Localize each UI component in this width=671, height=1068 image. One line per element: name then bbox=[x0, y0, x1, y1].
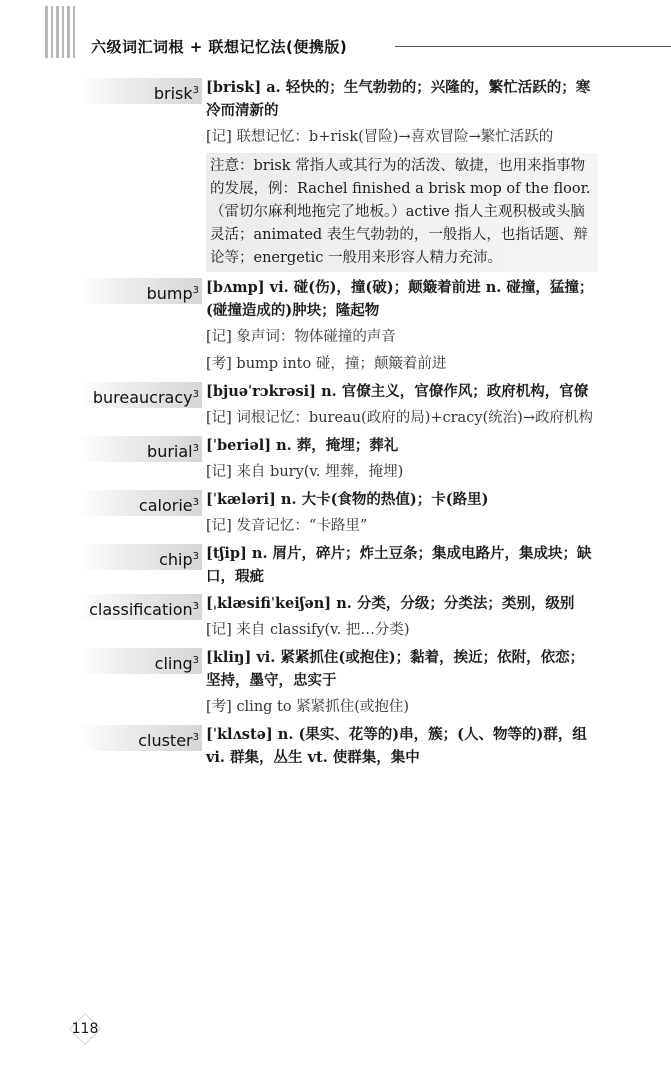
memory-tip: [记] 联想记忆：b+risk(冒险)→喜欢冒险→繁忙活跃的 bbox=[206, 129, 554, 145]
memory-tip: [记] 来自 classify(v. 把…分类) bbox=[206, 622, 410, 638]
entry-chip bbox=[0, 542, 671, 588]
headword: cling$^3$ bbox=[78, 648, 202, 674]
definition: [bjuəˈrɔkrəsi] n. 官僚主义，官僚作风；政府机构，官僚 bbox=[206, 383, 589, 400]
definition: [bʌmp] vi. 碰(伤)，撞(破)；颠簸着前进 n. 碰撞，猛撞；(碰撞造成的)肿块；隆起物 bbox=[206, 279, 594, 319]
definition: [ˈkæləri] n. 大卡(食物的热值)；卡(路里) bbox=[206, 491, 489, 508]
usage-note: 注意：brisk 常指人或其行为的活泼、敏捷，也用来指事物的发展，例：Rachel finished a brisk mop of the floor.（雷切尔麻利地拖完了地板。）active 指人主观积极或头脑灵活；animated 表生气勃勃的，一般指人，也指话题、辩论等；energetic 一般用来形容人精力充沛。 bbox=[206, 153, 598, 272]
page-number: 118 bbox=[64, 1014, 106, 1044]
header-rule bbox=[395, 46, 671, 47]
header-decoration bbox=[45, 6, 75, 58]
headword: brisk$^3$ bbox=[78, 78, 202, 104]
headword: calorie$^3$ bbox=[78, 490, 202, 516]
definition: [ˌklæsifiˈkeiʃən] n. 分类，分级；分类法；类别，级别 bbox=[206, 595, 575, 612]
entry-list bbox=[0, 76, 671, 773]
entry-burial bbox=[0, 434, 671, 484]
entry-cluster bbox=[0, 723, 671, 769]
definition: [ˈberiəl] n. 葬，掩埋；葬礼 bbox=[206, 437, 399, 454]
entry-calorie bbox=[0, 488, 671, 538]
definition: [brisk] a. 轻快的；生气勃勃的；兴隆的，繁忙活跃的；寒冷而清新的 bbox=[206, 79, 591, 119]
headword: classification$^3$ bbox=[78, 594, 202, 620]
entry-classification bbox=[0, 592, 671, 642]
memory-tip: [记] 象声词：物体碰撞的声音 bbox=[206, 329, 396, 345]
entry-bump bbox=[0, 276, 671, 376]
exam-tip: [考] cling to 紧紧抓住(或抱住) bbox=[206, 699, 410, 715]
entry-brisk bbox=[0, 76, 671, 272]
exam-tip: [考] bump into 碰，撞；颠簸着前进 bbox=[206, 356, 447, 372]
page-header-title: 六级词汇词根 + 联想记忆法(便携版) bbox=[91, 38, 348, 56]
memory-tip: [记] 来自 bury(v. 埋葬，掩埋) bbox=[206, 464, 404, 480]
entry-cling bbox=[0, 646, 671, 719]
headword: bureaucracy$^3$ bbox=[78, 382, 202, 408]
definition: [tʃip] n. 屑片，碎片；炸土豆条；集成电路片，集成块；缺口，瑕疵 bbox=[206, 545, 592, 585]
headword: burial$^3$ bbox=[78, 436, 202, 462]
definition: [ˈklʌstə] n. (果实、花等的)串，簇；(人、物等的)群，组 vi. 群集，丛生 vt. 使群集，集中 bbox=[206, 726, 587, 766]
entry-bureaucracy bbox=[0, 380, 671, 430]
memory-tip: [记] 词根记忆：bureau(政府的局)+cracy(统治)→政府机构 bbox=[206, 410, 593, 426]
definition: [kliŋ] vi. 紧紧抓住(或抱住)；黏着，挨近；依附，依恋；坚持，墨守，忠实于 bbox=[206, 649, 585, 689]
headword: chip$^3$ bbox=[78, 544, 202, 570]
memory-tip: [记] 发音记忆：“卡路里” bbox=[206, 518, 368, 534]
headword: bump$^3$ bbox=[78, 278, 202, 304]
headword: cluster$^3$ bbox=[78, 725, 202, 751]
